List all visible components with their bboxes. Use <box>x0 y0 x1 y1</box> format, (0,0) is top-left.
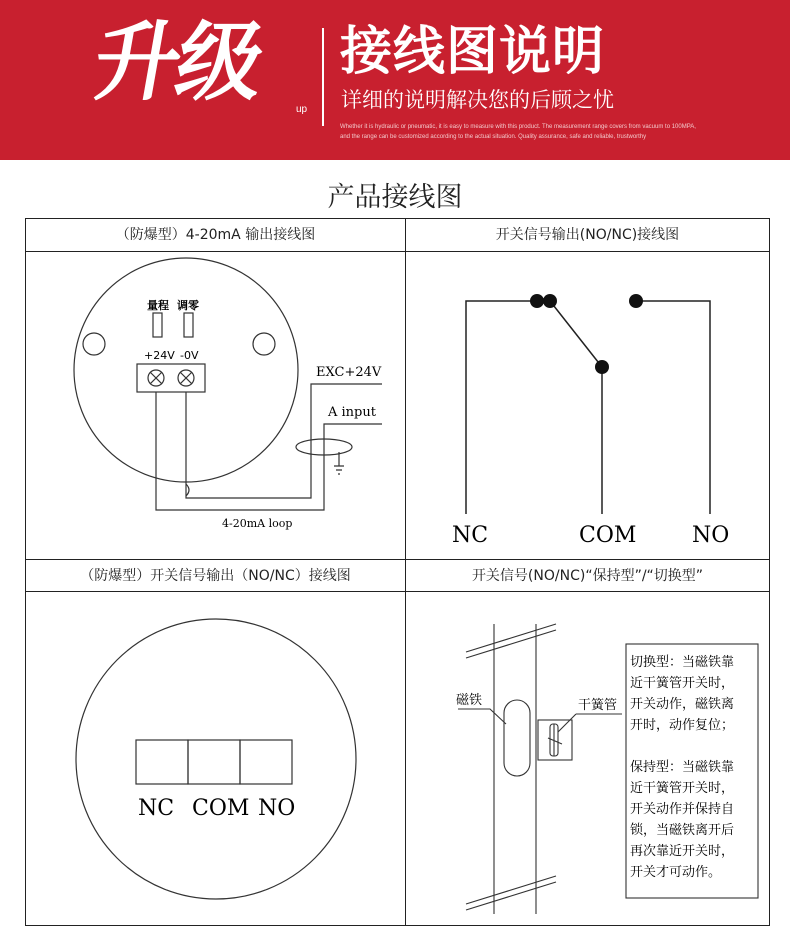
note-line-6: 保持型：当磁铁靠 <box>630 760 735 775</box>
note-line-8: 开关动作并保持自 <box>630 802 735 817</box>
note-line-3: 开关动作，磁铁离 <box>630 697 735 712</box>
panel-3-header: （防爆型）开关信号输出（NO/NC）接线图 <box>80 568 351 584</box>
label-nc: NC <box>138 796 175 821</box>
page-title: 产品接线图 <box>327 182 463 213</box>
zero-potentiometer <box>184 313 193 337</box>
label-range: 量程 <box>147 299 169 312</box>
panel-4-reed-switch-diagram <box>406 592 769 925</box>
label-nc: NC <box>452 523 489 548</box>
note-line-9: 锁，当磁铁离开后 <box>630 823 735 838</box>
panel-2-header: 开关信号输出(NO/NC)接线图 <box>495 227 680 243</box>
terminal-nc <box>136 740 188 784</box>
housing-circle <box>76 619 356 899</box>
banner-divider <box>322 28 324 126</box>
upgrade-logo: 升级 <box>86 13 268 113</box>
upgrade-logo-sub: up <box>296 104 308 115</box>
label-plus-24v: +24V <box>144 349 175 362</box>
note-line-2: 近干簧管开关时， <box>630 676 735 691</box>
banner-title: 接线图说明 <box>340 22 606 82</box>
label-a-input: A input <box>328 405 376 420</box>
mounting-hole-left <box>83 333 105 355</box>
note-line-7: 近干簧管开关时， <box>630 781 735 796</box>
panel-2-switch-diagram <box>406 252 769 559</box>
wiring-diagram-grid <box>25 218 770 926</box>
nc-wire <box>466 301 544 514</box>
header-banner <box>0 0 790 160</box>
reed-leader <box>558 714 622 732</box>
mounting-hole-right <box>253 333 275 355</box>
terminal-block <box>137 364 205 392</box>
magnet <box>504 700 530 776</box>
switch-blade <box>550 301 602 367</box>
panel-4-header: 开关信号(NO/NC)“保持型”/“切换型” <box>471 568 704 584</box>
terminal-com <box>188 740 240 784</box>
note-line-10: 再次靠近开关时， <box>630 844 735 859</box>
label-zero: 调零 <box>177 299 199 312</box>
terminal-no <box>240 740 292 784</box>
panel-1-wiring-diagram <box>26 252 405 559</box>
wire-exc <box>186 384 382 498</box>
banner-fine-print <box>340 122 780 142</box>
reed-switch-housing <box>538 720 572 760</box>
label-com: COM <box>579 523 637 548</box>
note-text <box>630 654 734 880</box>
panel-1-header: （防爆型）4-20mA 输出接线图 <box>115 227 316 243</box>
label-loop: 4-20mA loop <box>222 517 293 530</box>
label-reed: 干簧管 <box>578 698 618 713</box>
label-magnet: 磁铁 <box>456 693 483 708</box>
banner-subtitle: 详细的说明解决您的后顾之忧 <box>341 88 614 112</box>
label-minus-0v: -0V <box>180 349 199 362</box>
banner-fine-print-line-1: Whether it is hydraulic or pneumatic, it is easy to measure with this product. The measurement range covers from vacuum to 100MPA, <box>340 124 696 130</box>
banner-fine-print-line-2: and the range can be customized according to the actual situation. Quality assurance, safe and reliable, trustworthy <box>340 134 647 140</box>
ground-symbol <box>334 452 344 474</box>
note-line-1: 切换型：当磁铁靠 <box>630 655 735 670</box>
note-line-11: 开关才可动作。 <box>630 865 722 880</box>
label-exc-24v: EXC+24V <box>316 365 382 380</box>
note-line-4: 开时，动作复位； <box>630 718 735 733</box>
no-wire <box>636 301 710 514</box>
range-potentiometer <box>153 313 162 337</box>
label-com: COM <box>192 796 250 821</box>
panel-3-terminal-diagram <box>26 592 405 925</box>
label-no: NO <box>258 796 296 821</box>
label-no: NO <box>692 523 730 548</box>
magnet-leader <box>458 709 506 724</box>
